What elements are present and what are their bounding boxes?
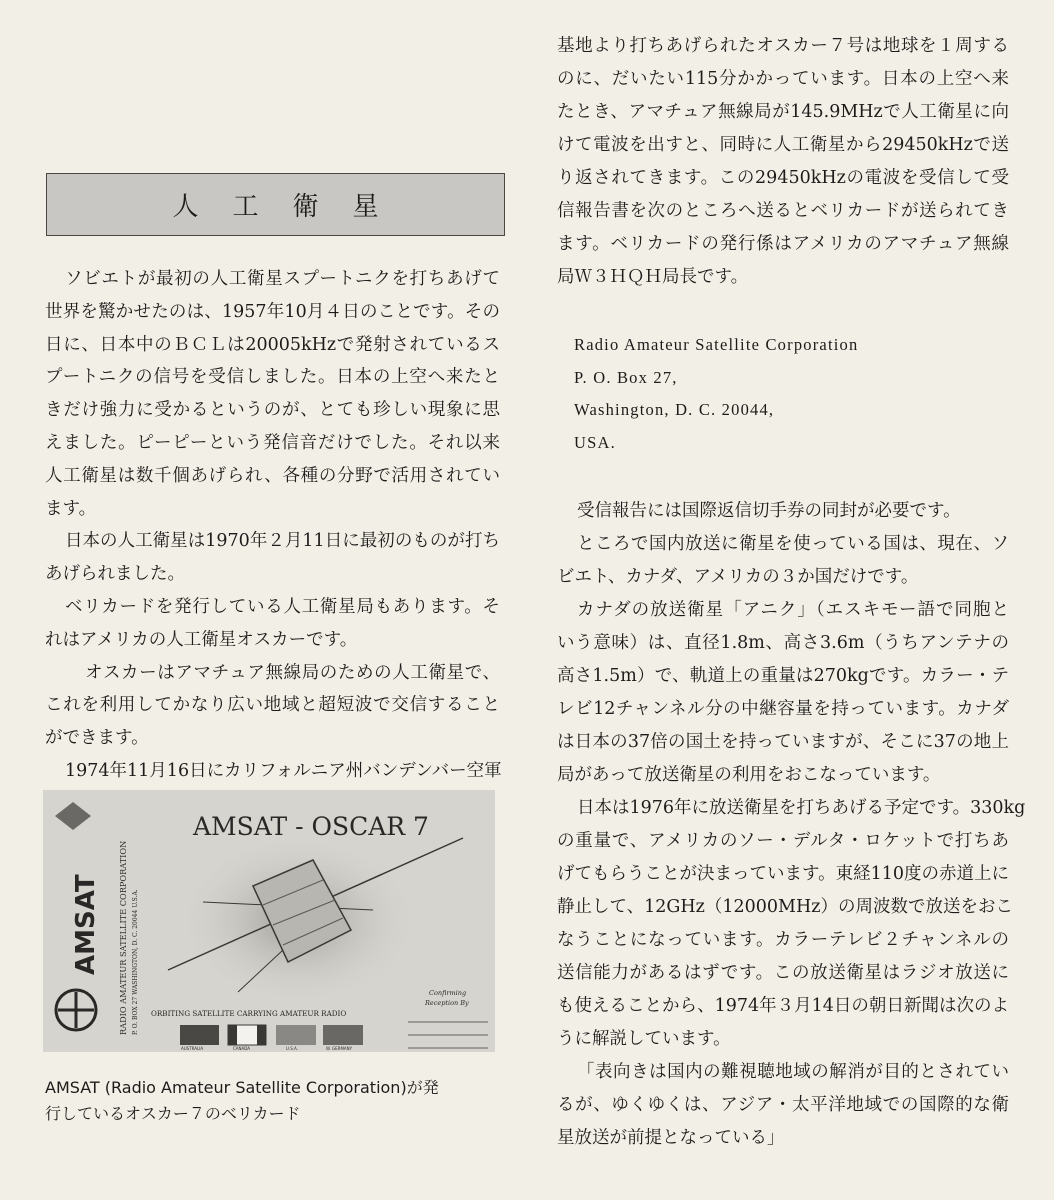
text-line: 日に、日本中のＢＣＬは20005kHzで発射されているス [45,334,500,355]
text-line: えました。ピーピーという発信音だけでした。それ以来 [45,433,500,453]
text-line: 「表向きは国内の難視聴地域の解消が目的とされてい [577,1062,1009,1082]
text-line: これを利用してかなり広い地域と超短波で交信すること [45,695,500,716]
address-line: Washington, D. C. 20044, [574,400,775,419]
confirming-label: Confirming [429,989,467,997]
card-logo-text: AMSAT [71,874,101,975]
flag-label: CANADA [233,1046,251,1051]
figure-caption-line: 行しているオスカー７のベリカード [45,1104,301,1123]
text-line: オスカーはアマチュア無線局のための人工衛星で、 [85,662,500,683]
text-line: プートニクの信号を受信しました。日本の上空へ来たと [45,367,500,388]
address-line: Radio Amateur Satellite Corporation [574,335,859,354]
card-address-line: P. O. BOX 27 WASHINGTON, D. C. 20044 U.S.A. [132,889,139,1035]
text-line: うに解説しています。 [557,1029,731,1049]
text-line: 基地より打ちあげられたオスカー７号は地球を１周する [557,36,1009,56]
text-line: るが、ゆくゆくは、アジア・太平洋地域での国際的な衛 [557,1095,1009,1115]
text-line: も使えることから、1974年３月14日の朝日新聞は次のよ [557,996,1009,1016]
text-line: カナダの放送衛星「アニク」（エスキモー語で同胞と [577,600,1009,620]
text-line: 世界を驚かせたのは、1957年10月４日のことです。その [45,301,500,322]
card-org-line: RADIO AMATEUR SATELLITE CORPORATION [118,840,128,1035]
address-line: P. O. Box 27, [574,368,678,387]
text-line: げてもらうことが決まっています。東経110度の赤道上に [557,864,1010,884]
flag-label: W. GERMANY [326,1046,353,1051]
text-line: 星放送が前提となっている」 [557,1128,785,1148]
flag-label: AUSTRALIA [181,1046,204,1051]
amsat-globe-logo-icon [56,990,96,1030]
flag-west-germany [323,1025,363,1045]
text-line: ができます。 [45,728,149,749]
text-line: たとき、アマチュア無線局が145.9MHzで人工衛星に向 [557,102,1009,122]
text-line: れはアメリカの人工衛星オスカーです。 [45,629,358,650]
text-line: 高さ1.5m）で、軌道上の重量は270kgです。カラー・テ [557,666,1009,686]
text-line: のに、だいたい115分かかっています。日本の上空へ来 [557,69,1009,89]
text-line: 送信能力があるはずです。この放送衛星はラジオ放送に [557,963,1009,983]
reception-by-label: Reception By [425,999,469,1007]
text-line: レビ12チャンネル分の中継容量を持っています。カナダ [557,699,1009,719]
text-line: 局があって放送衛星の利用をおこなっています。 [557,765,941,785]
card-title: AMSAT - OSCAR 7 [193,812,429,841]
flag-australia [180,1025,219,1045]
card-tagline: ORBITING SATELLITE CARRYING AMATEUR RADIO [151,1009,347,1018]
text-line: ます。 [45,498,97,519]
qsl-card-image [43,790,495,1052]
text-line: 局Ｗ３ＨＱＨ局長です。 [557,267,749,287]
text-line: あげられました。 [45,564,185,585]
text-line: いう意味）は、直径1.8m、高さ3.6m（うちアンテナの [557,633,1009,653]
text-line: 日本の人工衛星は1970年２月11日に最初のものが打ち [65,531,500,552]
text-line: 1974年11月16日にカリフォルニア州バンデンバー空軍 [65,761,502,781]
text-line: 静止して、12GHz（12000MHz）の周波数で放送をおこ [557,897,1013,917]
text-line: なうことになっています。カラーテレビ２チャンネルの [557,930,1009,950]
flag-usa [276,1025,316,1045]
text-line: 日本は1976年に放送衛星を打ちあげる予定です。330kg [577,798,1026,818]
text-line: ビエト、カナダ、アメリカの３か国だけです。 [557,567,919,587]
text-line: り返されてきます。この29450kHzの電波を受信して受 [557,168,1009,188]
text-line: ところで国内放送に衛星を使っている国は、現在、ソ [577,534,1009,554]
text-line: 信報告書を次のところへ送るとベリカードが送られてき [557,201,1009,221]
text-line: けて電波を出すと、同時に人工衛星から29450kHzで送 [557,135,1009,155]
text-line: ソビエトが最初の人工衛星スプートニクを打ちあげて [65,269,500,289]
section-title: 人工衛星 [172,192,413,222]
text-line: ベリカードを発行している人工衛星局もあります。そ [65,597,500,617]
text-line: ます。ベリカードの発行係はアメリカのアマチュア無線 [557,234,1009,254]
text-line: きだけ強力に受かるというのが、とても珍しい現象に思 [45,400,500,421]
text-line: 人工衛星は数千個あげられ、各種の分野で活用されてい [45,465,500,486]
text-line: 受信報告には国際返信切手券の同封が必要です。 [577,501,961,521]
section-title-box [46,173,505,236]
text-line: は日本の37倍の国土を持っていますが、そこに37の地上 [557,732,1009,752]
flag-label: U.S.A. [286,1046,298,1051]
address-line: USA. [574,433,616,452]
text-line: の重量で、アメリカのソー・デルタ・ロケットで打ちあ [557,831,1009,851]
figure-caption-line: AMSAT (Radio Amateur Satellite Corporation)が発 [45,1078,439,1097]
